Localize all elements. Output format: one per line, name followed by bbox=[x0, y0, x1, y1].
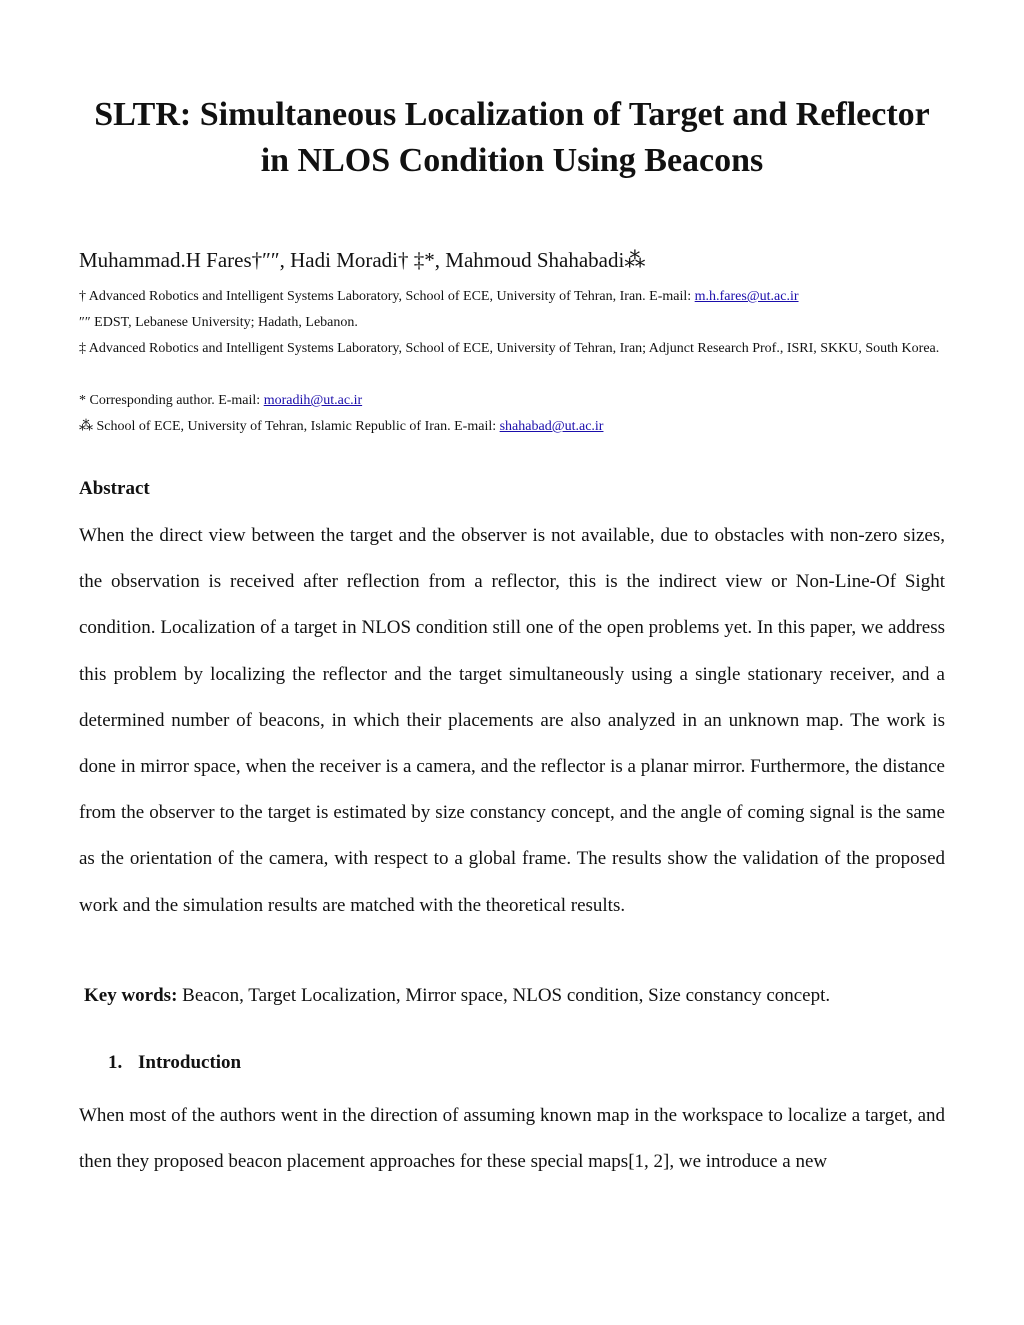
keywords bbox=[84, 985, 830, 1007]
affiliation-text: Advanced Robotics and Intelligent Systems Laboratory, School of ECE, University of Tehran, Iran; Adjunct Research Prof., ISRI, SKKU, South Korea. bbox=[86, 341, 940, 356]
keywords-text: Beacon, Target Localization, Mirror space, NLOS condition, Size constancy concept. bbox=[177, 985, 831, 1006]
affiliation-1 bbox=[79, 284, 947, 310]
affiliation-text: Advanced Robotics and Intelligent Systems Laboratory, School of ECE, University of Tehran, Iran. E-mail: bbox=[86, 289, 695, 304]
affiliation-3 bbox=[79, 336, 947, 362]
section-number: 1. bbox=[108, 1052, 123, 1073]
email-link[interactable]: shahabad@ut.ac.ir bbox=[499, 419, 604, 434]
email-link[interactable]: m.h.fares@ut.ac.ir bbox=[694, 289, 799, 304]
affiliation-5 bbox=[79, 414, 947, 440]
paper-title bbox=[60, 92, 964, 184]
email-link[interactable]: moradih@ut.ac.ir bbox=[263, 393, 363, 408]
affiliation-symbol: ‡ bbox=[79, 341, 86, 356]
affiliation-symbol: ″″ bbox=[79, 315, 91, 330]
affiliation-symbol: * bbox=[79, 393, 86, 408]
introduction-text: When most of the authors went in the direction of assuming known map in the workspace to localize a target, and then they proposed beacon placement approaches for these special maps[1, 2], we introduce a new bbox=[79, 1105, 945, 1173]
affiliation-symbol: † bbox=[79, 289, 86, 304]
affiliation-text: School of ECE, University of Tehran, Islamic Republic of Iran. E-mail: bbox=[93, 419, 500, 434]
title-line-2: in NLOS Condition Using Beacons bbox=[260, 142, 764, 179]
introduction-heading bbox=[108, 1052, 241, 1074]
abstract-heading: Abstract bbox=[79, 478, 150, 499]
affiliation-2 bbox=[79, 310, 947, 336]
title-line-1: SLTR: Simultaneous Localization of Target and Reflector bbox=[94, 96, 930, 133]
author-list: Muhammad.H Fares†″″, Hadi Moradi† ‡*, Mahmoud Shahabadi⁂ bbox=[79, 248, 646, 272]
affiliation-symbol: ⁂ bbox=[79, 419, 93, 434]
section-title: Introduction bbox=[138, 1052, 242, 1073]
affiliation-4 bbox=[79, 388, 947, 414]
keywords-label: Key words: bbox=[84, 985, 178, 1006]
abstract-text: When the direct view between the target and the observer is not available, due to obstacles with non-zero sizes, the observation is received after reflection from a reflector, this is the indirect view or Non-Line-Of Sight condition. Localization of a target in NLOS condition still one of the open problems yet. In this paper, we address this problem by localizing the reflector and the target simultaneously using a single stationary receiver, and a determined number of beacons, in which their placements are also analyzed in an unknown map. The work is done in mirror space, when the receiver is a camera, and the reflector is a planar mirror. Furthermore, the distance from the observer to the target is estimated by size constancy concept, and the angle of coming signal is the same as the orientation of the camera, with respect to a global frame. The results show the validation of the proposed work and the simulation results are matched with the theoretical results. bbox=[79, 525, 945, 916]
affiliation-text: EDST, Lebanese University; Hadath, Lebanon. bbox=[90, 315, 358, 330]
affiliation-text: Corresponding author. E-mail: bbox=[86, 393, 264, 408]
